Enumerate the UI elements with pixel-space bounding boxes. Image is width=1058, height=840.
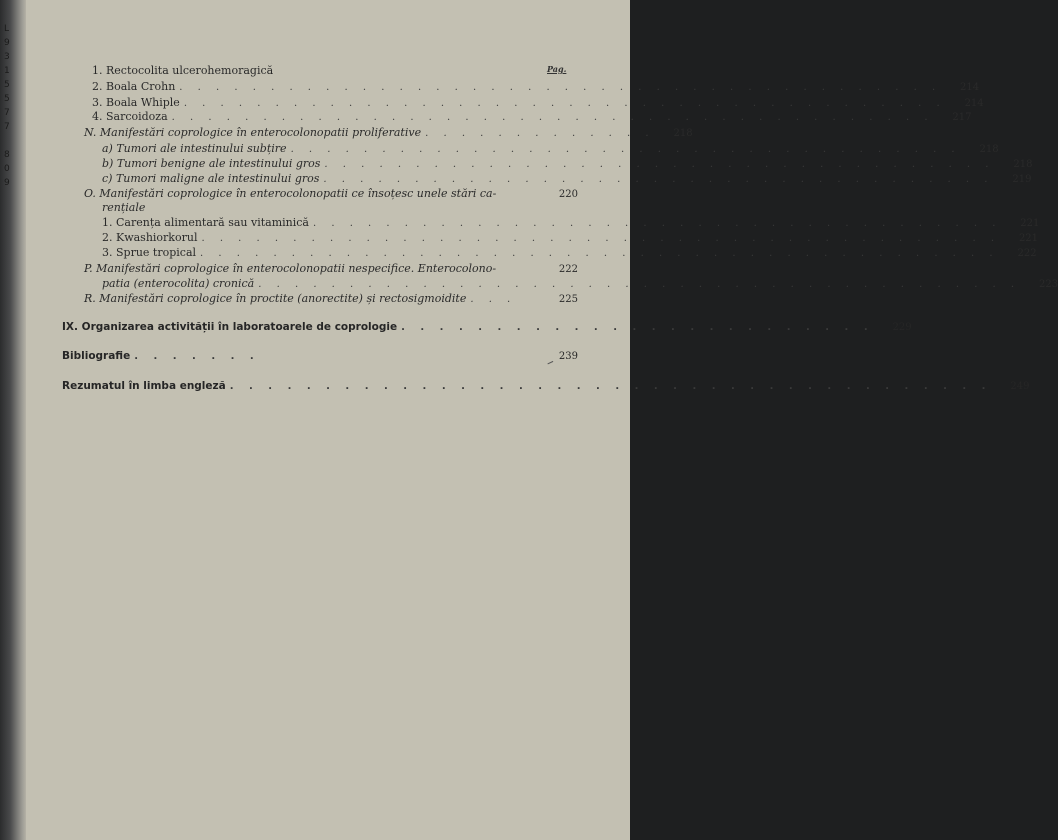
toc-chapter-entry [62,350,578,362]
toc-entry [84,126,693,139]
leader-dots: . . . . . . . . . . . . . . . . . . . . . . . . . . . . . . . . . . . . . . . . . . [258,279,1021,290]
spine-edge-text: L 9 3 1 5 5 7 7 8 0 9 [4,24,10,188]
toc-entry-continuation [102,201,578,214]
toc-entry-label: 4. Sarcoidoza [92,110,168,123]
toc-entry [102,142,999,155]
toc-entry-page: 249 [1010,381,1030,392]
toc-entry-label: 1. Carența alimentară sau vitaminică [102,216,309,229]
toc-entry-page: 239 [558,351,579,362]
toc-entry-label: 2. Boala Crohn [92,80,176,93]
leader-dots: . . . . . . . [134,351,260,362]
toc-entry-page: 223 [1039,279,1058,290]
toc-entry-page: 220 [558,189,578,200]
toc-entry-label: b) Tumori benigne ale intestinului gros [102,157,321,170]
toc-entry [92,64,562,77]
toc-entry [92,80,980,93]
toc-entry-label: 2. Kwashiorkorul [102,231,198,244]
toc-entry [92,96,984,109]
leader-dots: . . . . . . . . . . . . . [425,128,655,139]
leader-dots: . . . . . . . . . . . . . . . . . . . . . . . . . . . . . . . . . . . . . . . . . . [183,98,946,109]
leader-dots: . . . . . . . . . . . . . . . . . . . . . . . . . . . . . . . . . . . . . . . . . . [171,112,934,123]
leader-dots: . . . . . . . . . . . . . . . . . . . . . . . . . . . . . . . . . . . . . . . . . . . . [201,233,1001,244]
toc-entry-label: rențiale [102,201,146,214]
toc-entry-page: 218 [673,128,693,139]
toc-entry-page: 219 [1012,174,1032,185]
toc-entry [102,231,1039,244]
leader-dots: . . . . . . . . . . . . . . . . . . . . . . . . . . . . . . . . . . . . . [323,174,994,185]
toc-entry [102,277,1058,290]
toc-entry-page: 221 [1020,218,1040,229]
toc-entry-label: a) Tumori ale intestinului subțire [102,142,287,155]
toc-entry-label: P. Manifestări coprologice în enterocolonopatii nespecifice. Enterocolono- [84,262,497,275]
book-page [26,0,1058,840]
toc-entry-label: patia (enterocolita) cronică [102,277,255,290]
toc-entry-label: 3. Sprue tropical [102,246,197,259]
toc-entry [84,262,578,275]
leader-dots: . . . . . . . . . . . . . . . . . . . . . . . . . . . . . . . . . . . . . . . . . . . . [200,248,999,259]
leader-dots: . . . . . . . . . . . . . . . . . . . . . . . . . . . . . . . . . . . . . [290,144,961,155]
toc-entry [102,246,1037,259]
toc-entry-label: c) Tumori maligne ale intestinului gros [102,172,320,185]
toc-entry-label: O. Manifestări coprologice în enterocolonopatii ce însoțesc unele stări ca- [84,187,497,200]
toc-entry-label: Bibliografie [62,350,131,362]
toc-entry-page: 218 [979,144,999,155]
leader-dots: . . . . . . . . . . . . . . . . . . . . . . . . . [401,322,874,333]
leader-dots: . . . . . . . . . . . . . . . . . . . . . . . . . . . . . . . . . . . . . . [312,218,1002,229]
toc-entry [84,292,578,305]
toc-entry-page: 218 [1013,159,1033,170]
leader-dots: . . . [470,294,517,305]
toc-entry [102,172,1032,185]
toc-entry [92,110,972,123]
toc-entry-page: 222 [558,264,578,275]
toc-entry-page: 229 [892,322,912,333]
leader-dots: . . . . . . . . . . . . . . . . . . . . . . . . . . . . . . . . . . . . . . . . . . [179,82,942,93]
toc-entry-page: 214 [960,82,980,93]
table-of-contents [26,0,1058,840]
toc-entry-label: R. Manifestări coprologice în proctite (anorectite) și rectosigmoidite [84,292,467,305]
toc-entry-page: 214 [964,98,984,109]
toc-entry [84,187,578,200]
leader-dots: . . . . . . . . . . . . . . . . . . . . . . . . . . . . . . . . . . . . . . . . [229,381,992,392]
book-spine [0,0,26,840]
toc-entry-page: 222 [1017,248,1037,259]
toc-entry-label: N. Manifestări coprologice în enterocolonopatii proliferative [84,126,422,139]
toc-entry-label: 3. Boala Whiple [92,96,180,109]
toc-entry-label: IX. Organizarea activității în laboratoarele de coprologie [62,321,398,333]
toc-entry-page: 221 [1018,233,1039,244]
leader-dots: . . . . . . . . . . . . . . . . . . . . . . . . . . . . . . . . . . . . . [324,159,995,170]
toc-chapter-entry [62,321,912,333]
toc-entry-page: 217 [952,112,972,123]
toc-chapter-entry [62,380,1030,392]
toc-entry [102,157,1033,170]
toc-entry-label: Rezumatul în limba engleză [62,380,226,392]
toc-entry-label: 1. Rectocolita ulcerohemoragică [92,64,274,77]
toc-entry [102,216,1040,229]
toc-entry-page: 225 [558,294,578,305]
page-column-header: Pag. [547,64,567,74]
